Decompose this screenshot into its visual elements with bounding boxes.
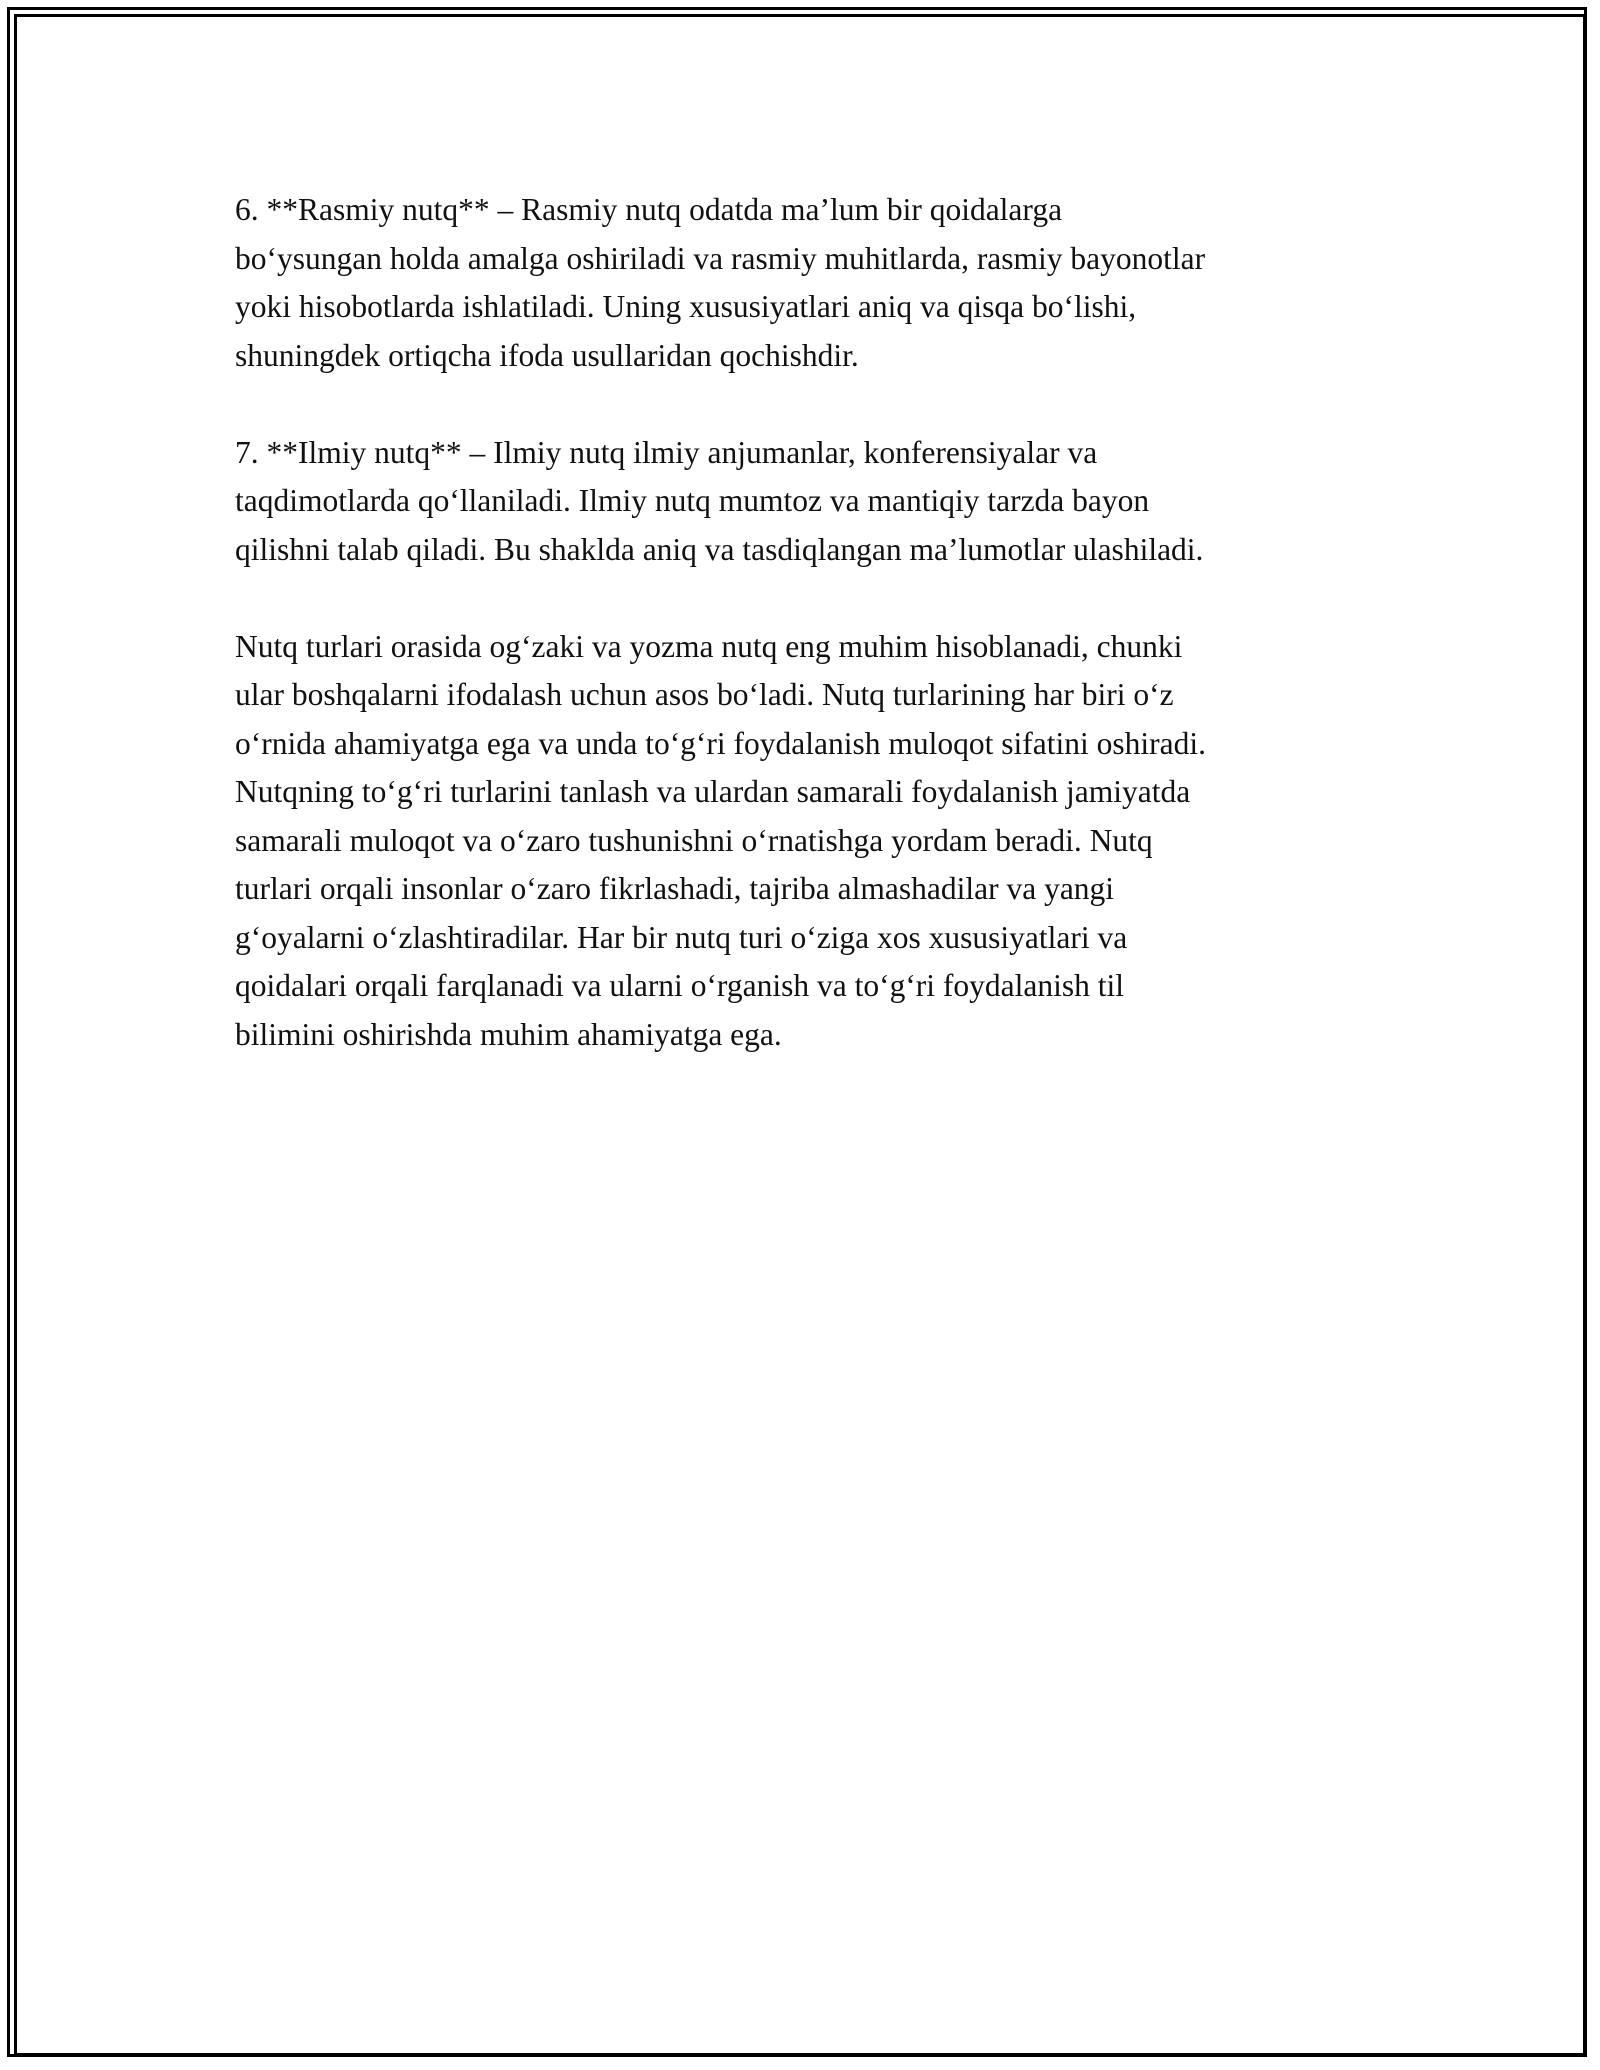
text-line: yoki hisobotlarda ishlatiladi. Uning xususiyatlari aniq va qisqa bo‘lishi,	[235, 289, 1137, 324]
text-line: Nutq turlari orasida og‘zaki va yozma nutq eng muhim hisoblanadi, chunki	[235, 628, 1183, 664]
paragraph-conclusion	[235, 623, 1385, 1060]
text-line: qoidalari orqali farqlanadi va ularni o‘rganish va to‘g‘ri foydalanish til	[235, 968, 1125, 1003]
paragraph-rasmiy-nutq	[235, 186, 1385, 380]
text-line: samarali muloqot va o‘zaro tushunishni o‘rnatishga yordam beradi. Nutq	[235, 822, 1153, 858]
text-line: o‘rnida ahamiyatga ega va unda to‘g‘ri foydalanish muloqot sifatini oshiradi.	[235, 725, 1206, 761]
document-body	[235, 186, 1385, 1108]
paragraph-ilmiy-nutq	[235, 429, 1385, 575]
text-line: Nutqning to‘g‘ri turlarini tanlash va ulardan samarali foydalanish jamiyatda	[235, 774, 1191, 809]
text-line: g‘oyalarni o‘zlashtiradilar. Har bir nutq turi o‘ziga xos xususiyatlari va	[235, 919, 1128, 955]
text-line: 6. **Rasmiy nutq** – Rasmiy nutq odatda ma’lum bir qoidalarga	[235, 192, 1063, 227]
text-line: ular boshqalarni ifodalash uchun asos bo‘ladi. Nutq turlarining har biri o‘z	[235, 677, 1174, 712]
text-line: bo‘ysungan holda amalga oshiriladi va rasmiy muhitlarda, rasmiy bayonotlar	[235, 240, 1206, 276]
text-line: qilishni talab qiladi. Bu shaklda aniq va tasdiqlangan ma’lumotlar ulashiladi.	[235, 531, 1204, 567]
text-line: 7. **Ilmiy nutq** – Ilmiy nutq ilmiy anjumanlar, konferensiyalar va	[235, 434, 1098, 470]
text-line: bilimini oshirishda muhim ahamiyatga ega.	[235, 1016, 782, 1052]
text-line: taqdimotlarda qo‘llaniladi. Ilmiy nutq mumtoz va mantiqiy tarzda bayon	[235, 483, 1150, 518]
text-line: turlari orqali insonlar o‘zaro fikrlashadi, tajriba almashadilar va yangi	[235, 871, 1115, 906]
text-line: shuningdek ortiqcha ifoda usullaridan qochishdir.	[235, 337, 859, 373]
